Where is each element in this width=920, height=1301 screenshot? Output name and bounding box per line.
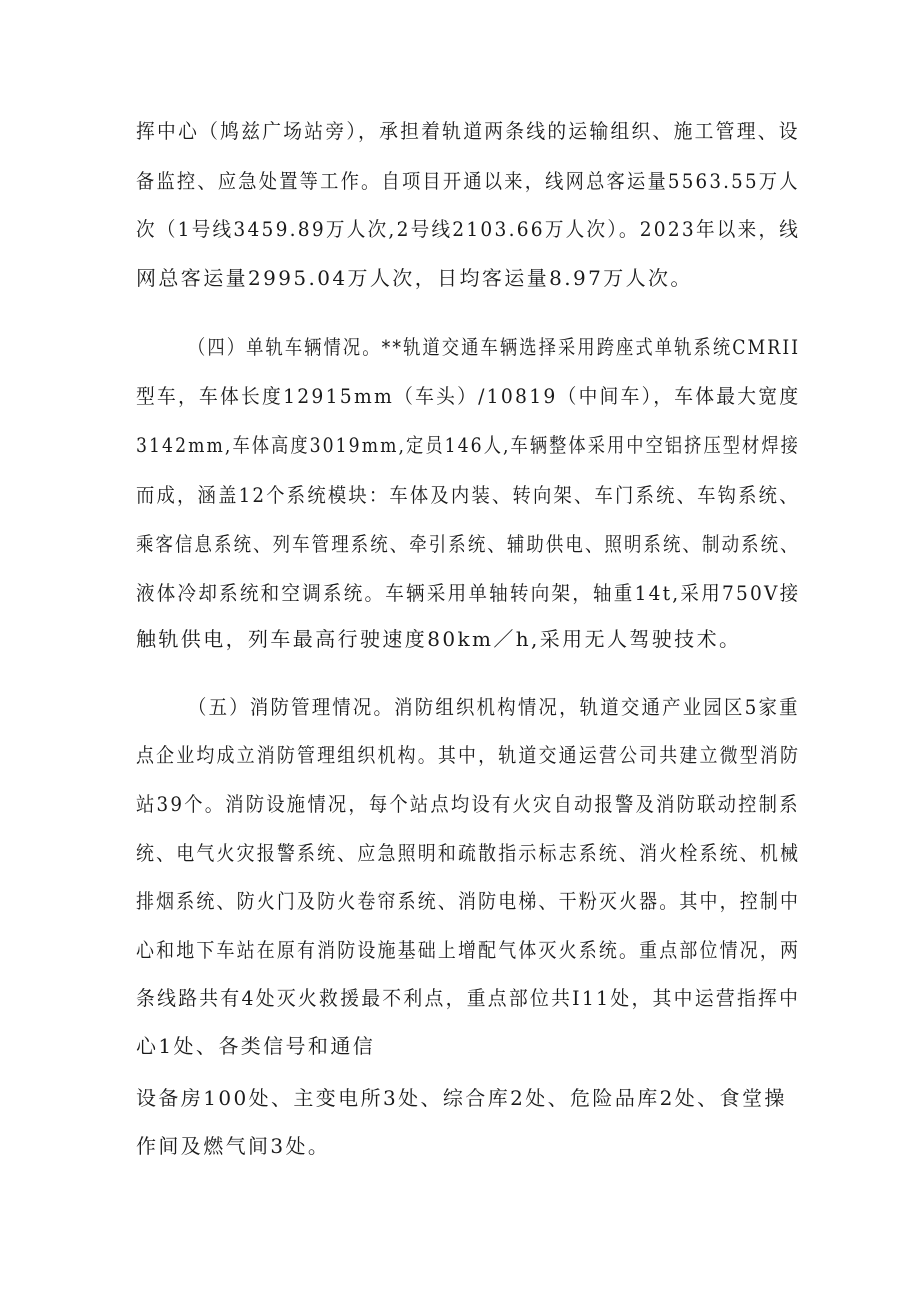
text-line: 3142mm,车体高度3019mm,定员146人,车辆整体采用中空铝挤压型材焊接 — [136, 433, 800, 457]
text-line: 次（1号线3459.89万人次,2号线2103.66万人次）。2023年以来，线 — [136, 217, 801, 241]
text-line: 条线路共有4处灭火救援最不利点，重点部位共I11处，其中运营指挥中 — [136, 986, 801, 1010]
text-line: 设备房100处、主变电所3处、综合库2处、危险品库2处、食堂操 — [136, 1086, 787, 1110]
text-line: 挥中心（鸠兹广场站旁），承担着轨道两条线的运输组织、施工管理、设 — [136, 119, 800, 143]
text-line: 液体冷却系统和空调系统。车辆采用单轴转向架，轴重14t,采用750V接 — [136, 581, 801, 605]
text-line: 心1处、各类信号和通信 — [136, 1034, 376, 1058]
text-line: 排烟系统、防火门及防火卷帘系统、消防电梯、干粉灭火器。其中，控制中 — [136, 889, 801, 913]
text-line: 作间及燃气间3处。 — [136, 1134, 331, 1158]
text-line: 型车，车体长度12915mm（车头）/10819（中间车），车体最大宽度 — [136, 384, 801, 408]
text-line: 站39个。消防设施情况，每个站点均设有火灾自动报警及消防联动控制系 — [136, 792, 800, 816]
text-line: 乘客信息系统、列车管理系统、牵引系统、辅助供电、照明系统、制动系统、 — [136, 532, 800, 556]
text-line: 而成，涵盖12个系统模块：车体及内装、转向架、车门系统、车钩系统、 — [136, 483, 800, 507]
text-line: 点企业均成立消防管理组织机构。其中，轨道交通运营公司共建立微型消防 — [136, 743, 801, 767]
text-line: 触轨供电，列车最高行驶速度80km／h,采用无人驾驶技术。 — [136, 627, 742, 651]
text-line: 统、电气火灾报警系统、应急照明和疏散指示标志系统、消火栓系统、机械 — [136, 841, 801, 865]
text-line: 备监控、应急处置等工作。自项目开通以来，线网总客运量5563.55万人 — [136, 169, 800, 193]
text-line: 心和地下车站在原有消防设施基础上增配气体灭火系统。重点部位情况，两 — [136, 938, 801, 962]
paragraph-heading-line: （五）消防管理情况。消防组织机构情况，轨道交通产业园区5家重 — [188, 695, 800, 719]
text-line: 网总客运量2995.04万人次，日均客运量8.97万人次。 — [136, 266, 693, 290]
paragraph-heading-line: （四）单轨车辆情况。**轨道交通车辆选择采用跨座式单轨系统CMRII — [188, 335, 801, 359]
